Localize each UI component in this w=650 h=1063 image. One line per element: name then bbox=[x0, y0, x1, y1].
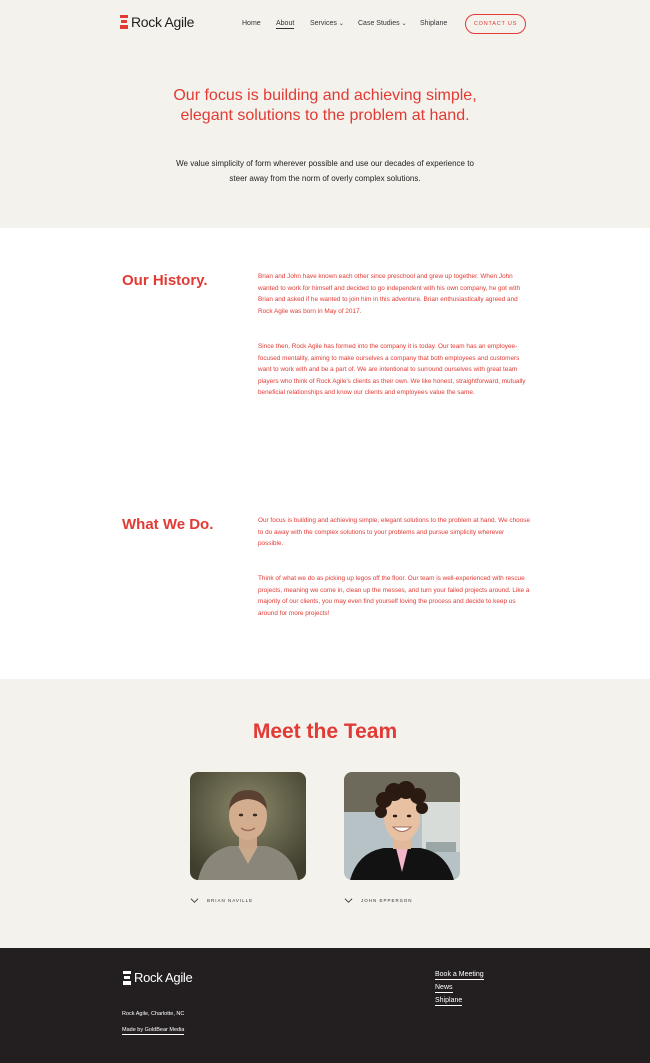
logo-text: Rock Agile bbox=[131, 14, 195, 30]
chevron-down-icon: ⌄ bbox=[338, 21, 344, 27]
footer-link-shiplane[interactable]: Shiplane bbox=[435, 997, 463, 1004]
what-we-do-paragraph-2: Think of what we do as picking up legos off the floor. Our team is well-experienced with rescue projects, meaning we come in, clean up the messes, and turn your failed projects around. Like a majority of our clients, you may even find yourself loving the process and decide to keep us around for more projects! bbox=[258, 575, 530, 617]
nav-services-label: Services bbox=[310, 20, 337, 27]
nav-services[interactable] bbox=[310, 20, 344, 27]
site-header bbox=[0, 0, 650, 50]
hero-text: We value simplicity of form wherever possible and use our decades of experience to steer away from the norm of overly complex solutions. bbox=[176, 159, 474, 183]
footer-link-book-meeting[interactable]: Book a Meeting bbox=[435, 971, 484, 978]
logo-mark-icon bbox=[123, 971, 131, 985]
footer-made-by-link[interactable]: Made by GoldBear Media bbox=[122, 1027, 185, 1033]
nav-home[interactable]: Home bbox=[242, 20, 261, 27]
footer-logo[interactable] bbox=[123, 970, 192, 985]
chevron-down-icon: ⌄ bbox=[401, 21, 407, 27]
team-member-name: JOHN EPPERSON bbox=[361, 898, 413, 903]
nav-shiplane[interactable]: Shiplane bbox=[420, 20, 448, 27]
hero-title: Our focus is building and achieving simple, elegant solutions to the problem at hand. bbox=[173, 87, 477, 124]
team-member-name: BRIAN NAVILLE bbox=[207, 898, 254, 903]
footer-logo-text: Rock Agile bbox=[134, 970, 193, 985]
nav-about[interactable]: About bbox=[276, 20, 295, 27]
what-we-do-heading: What We Do. bbox=[122, 516, 214, 533]
team-photo-brian bbox=[190, 772, 306, 880]
history-heading: Our History. bbox=[122, 272, 208, 289]
history-paragraph-2: Since then, Rock Agile has formed into the company it is today. Our team has an employee-focused mentality, aiming to make ourselves a company that both employees and customers want to work with and be a part of. We are intentional to surround ourselves with great team players who think of Rock Agile's clients as their own. We like honest, straightforward, mutually beneficial relationships and know our clients and employees value the same. bbox=[258, 343, 526, 397]
footer-links bbox=[435, 971, 484, 1010]
team-photo-john bbox=[344, 772, 460, 880]
nav-case-studies-label: Case Studies bbox=[358, 20, 400, 27]
chevron-down-icon bbox=[344, 896, 353, 905]
logo-mark-icon bbox=[120, 15, 128, 29]
footer-link-news[interactable]: News bbox=[435, 984, 453, 991]
contact-us-button[interactable]: CONTACT US bbox=[465, 14, 526, 34]
team-title: Meet the Team bbox=[252, 720, 398, 743]
history-paragraph-1: Brian and John have known each other since preschool and grew up together. When John wanted to work for himself and decided to go independent with his own company, he got with Brian and asked if he wanted to join him in this adventure. Brian enthusiastically agreed and Rock Agile was born in May of 2017. bbox=[258, 273, 521, 315]
team-member-brian[interactable] bbox=[190, 896, 253, 905]
what-we-do-paragraph-1: Our focus is building and achieving simple, elegant solutions to the problem at hand. We choose to do away with the complex solutions to your problems and pursue simplicity wherever possible. bbox=[258, 517, 531, 548]
footer-address: Rock Agile, Charlotte, NC bbox=[122, 1011, 185, 1017]
nav-case-studies[interactable] bbox=[358, 20, 407, 27]
logo[interactable] bbox=[120, 14, 194, 30]
site-footer bbox=[0, 948, 650, 1063]
chevron-down-icon bbox=[190, 896, 199, 905]
content-section bbox=[0, 228, 650, 679]
team-member-john[interactable] bbox=[344, 896, 413, 905]
